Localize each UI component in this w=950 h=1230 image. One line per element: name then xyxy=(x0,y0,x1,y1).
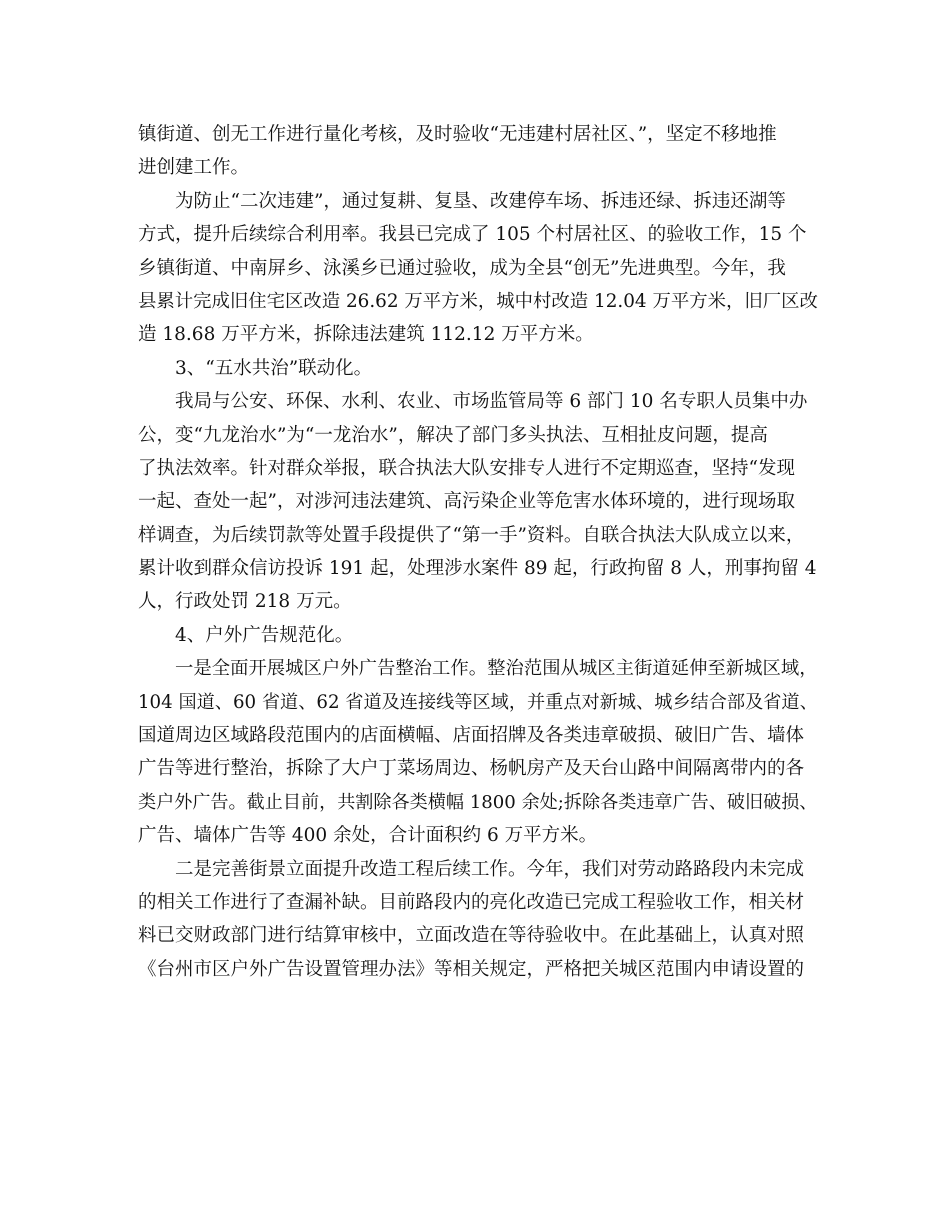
section-heading: 3、“五水共治”联动化。 xyxy=(175,357,373,379)
text-line: 我局与公安、环保、水利、农业、市场监管局等 6 部门 10 名专职人员集中办 xyxy=(175,391,808,413)
text-line: 镇街道、创无工作进行量化考核，及时验收“无违建村居社区、”，坚定不移地推 xyxy=(138,124,777,145)
text-line: 类户外广告。截止目前，共割除各类横幅 1800 余处;拆除各类违章广告、破旧破损、 xyxy=(138,791,818,813)
text-line: 公，变“九龙治水”为“一龙治水”，解决了部门多头执法、互相扯皮问题，提高 xyxy=(138,424,768,446)
text-line: 广告、墙体广告等 400 余处，合计面积约 6 万平方米。 xyxy=(138,825,598,847)
text-line: 的相关工作进行了查漏补缺。目前路段内的亮化改造已完成工程验收工作，相关材 xyxy=(138,891,805,913)
text-line: 县累计完成旧住宅区改造 26.62 万平方米，城中村改造 12.04 万平方米，旧厂区改 xyxy=(138,290,818,312)
text-line: 二是完善街景立面提升改造工程后续工作。今年，我们对劳动路路段内未完成 xyxy=(175,858,805,880)
text-line: 104 国道、60 省道、62 省道及连接线等区域，并重点对新城、城乡结合部及省道、 xyxy=(138,691,818,713)
text-line: 乡镇街道、中南屏乡、泳溪乡已通过验收，成为全县“创无”先进典型。今年，我 xyxy=(138,257,786,279)
text-line: 为防止“二次违建”，通过复耕、复垦、改建停车场、拆违还绿、拆违还湖等 xyxy=(175,190,786,212)
text-line: 人，行政处罚 218 万元。 xyxy=(138,591,352,613)
text-line: 一起、查处一起”，对涉河违法建筑、高污染企业等危害水体环境的，进行现场取 xyxy=(138,491,795,513)
document-body xyxy=(138,118,818,986)
text-line: 样调查，为后续罚款等处置手段提供了“第一手”资料。自联合执法大队成立以来， xyxy=(138,524,805,546)
text-line: 进创建工作。 xyxy=(138,157,250,179)
text-line: 了执法效率。针对群众举报，联合执法大队安排专人进行不定期巡查，坚持“发现 xyxy=(138,457,795,479)
text-line: 广告等进行整治，拆除了大户丁菜场周边、杨帆房产及天台山路中间隔离带内的各 xyxy=(138,758,805,780)
text-line: 累计收到群众信访投诉 191 起，处理涉水案件 89 起，行政拘留 8 人，刑事拘留 4 xyxy=(138,558,817,580)
section-heading: 4、户外广告规范化。 xyxy=(175,624,354,646)
text-line: 造 18.68 万平方米，拆除违法建筑 112.12 万平方米。 xyxy=(138,324,594,346)
text-line: 方式，提升后续综合利用率。我县已完成了 105 个村居社区、的验收工作，15 个 xyxy=(138,224,807,246)
text-line: 《台州市区户外广告设置管理办法》等相关规定，严格把关城区范围内申请设置的 xyxy=(138,958,805,980)
text-line: 料已交财政部门进行结算审核中，立面改造在等待验收中。在此基础上，认真对照 xyxy=(138,925,805,947)
text-line: 国道周边区域路段范围内的店面横幅、店面招牌及各类违章破损、破旧广告、墙体 xyxy=(138,725,805,747)
text-line: 一是全面开展城区户外广告整治工作。整治范围从城区主街道延伸至新城区域， xyxy=(175,658,818,680)
